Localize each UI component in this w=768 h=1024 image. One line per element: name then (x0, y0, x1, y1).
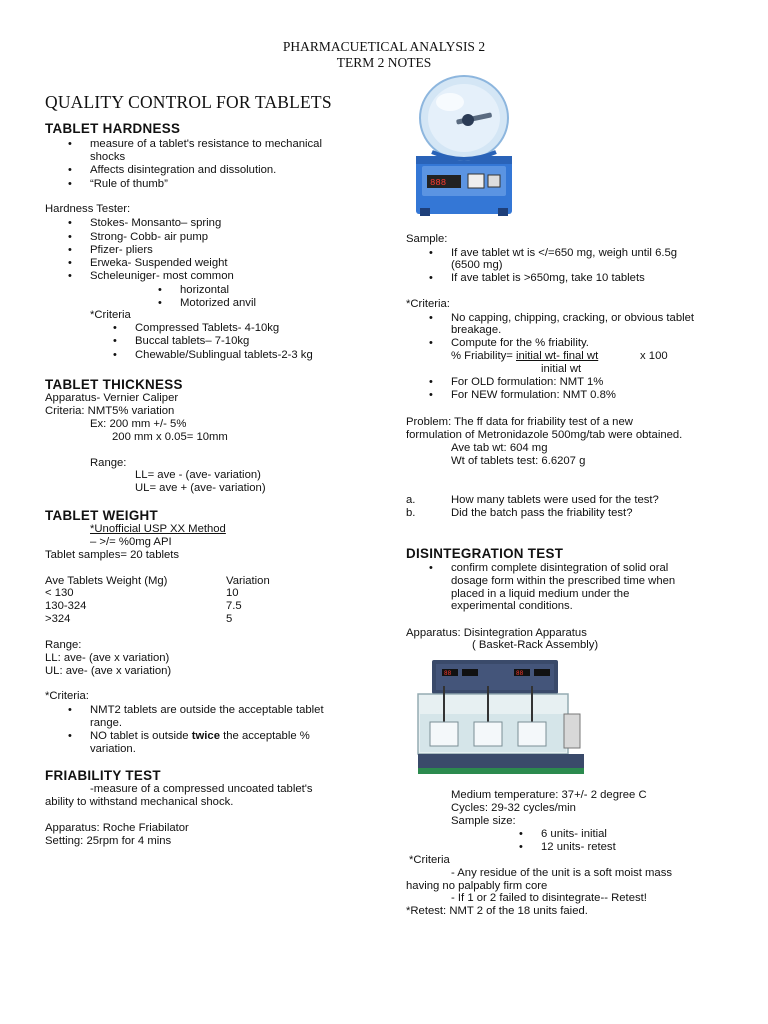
hardness-criteria-label: *Criteria (90, 309, 131, 321)
weight-criteria-item (90, 730, 310, 743)
formula-multiplier: x 100 (640, 350, 668, 362)
criteria-text: the acceptable % (220, 730, 310, 742)
bullet-icon: • (429, 337, 433, 349)
thickness-line: Apparatus- Vernier Caliper (45, 392, 179, 404)
hardness-bullet-cont: shocks (90, 151, 126, 163)
bullet-icon: • (68, 704, 72, 716)
bullet-icon: • (519, 841, 523, 853)
weight-ul: UL: ave- (ave x variation) (45, 665, 172, 677)
friability-criteria-item: For NEW formulation: NMT 0.8% (451, 389, 616, 401)
svg-text:88: 88 (444, 670, 452, 677)
friability-criteria-item: Compute for the % friability. (451, 337, 589, 349)
friability-criteria-item: For OLD formulation: NMT 1% (451, 376, 604, 388)
thickness-line: LL= ave - (ave- variation) (135, 469, 261, 481)
disintegration-heading: DISINTEGRATION TEST (406, 546, 564, 561)
friability-desc: -measure of a compressed uncoated tablet's (90, 783, 313, 795)
bullet-icon: • (429, 272, 433, 284)
bullet-icon: • (68, 178, 72, 190)
disintegration-apparatus: Apparatus: Disintegration Apparatus (406, 627, 587, 639)
weight-criteria-label: *Criteria: (45, 690, 89, 702)
friability-criteria-cont: breakage. (451, 324, 502, 336)
formula-label: % Friability= (451, 350, 516, 362)
friability-heading: FRIABILITY TEST (45, 768, 161, 783)
bullet-icon: • (429, 376, 433, 388)
bullet-icon: • (68, 217, 72, 229)
table-cell: < 130 (45, 587, 74, 599)
bullet-icon: • (158, 297, 162, 309)
disintegration-criteria: - If 1 or 2 failed to disintegrate-- Retest! (451, 892, 647, 904)
tester-item: Strong- Cobb- air pump (90, 231, 209, 243)
sample-label: Sample: (406, 233, 448, 245)
problem-ave: Ave tab wt: 604 mg (451, 442, 548, 454)
problem-text: Problem: The ff data for friability test of a new (406, 416, 633, 428)
weight-api: – >/= %0mg API (90, 536, 172, 548)
hardness-tester-label: Hardness Tester: (45, 203, 131, 215)
friability-desc: ability to withstand mechanical shock. (45, 796, 234, 808)
hardness-bullet: Affects disintegration and dissolution. (90, 164, 277, 176)
tester-item: Erweka- Suspended weight (90, 257, 228, 269)
bullet-icon: • (429, 247, 433, 259)
problem-wt: Wt of tablets test: 6.6207 g (451, 455, 586, 467)
disintegration-criteria: - Any residue of the unit is a soft moist mass (451, 867, 673, 879)
question-letter: b. (406, 507, 416, 519)
disintegration-bullet-cont: placed in a liquid medium under the (451, 588, 630, 600)
hardness-heading: TABLET HARDNESS (45, 121, 181, 136)
sample-size-item: 12 units- retest (541, 841, 616, 853)
disintegration-criteria-label: *Criteria (409, 854, 450, 866)
disintegration-cycles: Cycles: 29-32 cycles/min (451, 802, 576, 814)
disintegration-bullet: confirm complete disintegration of solid oral (451, 562, 669, 574)
sample-item: If ave tablet is >650mg, take 10 tablets (451, 272, 645, 284)
doc-header-line1: PHARMACUETICAL ANALYSIS 2 (282, 39, 486, 54)
disintegration-temp: Medium temperature: 37+/- 2 degree C (451, 789, 647, 801)
question-text: Did the batch pass the friability test? (451, 507, 633, 519)
bullet-icon: • (519, 828, 523, 840)
sample-item: If ave tablet wt is </=650 mg, weigh until 6.5g (451, 247, 678, 259)
table-header: Variation (226, 575, 270, 587)
weight-ll: LL: ave- (ave x variation) (45, 652, 170, 664)
bullet-icon: • (429, 389, 433, 401)
bullet-icon: • (113, 349, 117, 361)
criteria-emphasis: twice (191, 730, 220, 742)
friability-criteria-item: No capping, chipping, cracking, or obvious tablet (451, 312, 695, 324)
friabilator-image (412, 72, 516, 218)
table-cell: 5 (226, 613, 233, 625)
bullet-icon: • (113, 335, 117, 347)
bullet-icon: • (68, 244, 72, 256)
svg-text:888: 888 (430, 178, 447, 188)
thickness-line: Ex: 200 mm +/- 5% (90, 418, 187, 430)
disintegration-criteria-cont: having no palpably firm core (406, 880, 548, 892)
question-letter: a. (406, 494, 416, 506)
weight-criteria-cont: variation. (90, 743, 136, 755)
bullet-icon: • (429, 562, 433, 574)
bullet-icon: • (429, 312, 433, 324)
problem-text: formulation of Metronidazole 500mg/tab were obtained. (406, 429, 683, 441)
friability-formula (451, 350, 598, 363)
table-cell: 130-324 (45, 600, 87, 612)
hardness-criteria-item: Chewable/Sublingual tablets-2-3 kg (135, 349, 313, 361)
friability-criteria-label: *Criteria: (406, 298, 450, 310)
weight-range-label: Range: (45, 639, 82, 651)
question-text: How many tablets were used for the test? (451, 494, 659, 506)
weight-criteria-cont: range. (90, 717, 123, 729)
thickness-heading: TABLET THICKNESS (45, 377, 183, 392)
page-title: QUALITY CONTROL FOR TABLETS (45, 92, 332, 112)
formula-denominator: initial wt (541, 363, 582, 375)
tester-item: Pfizer- pliers (90, 244, 153, 256)
hardness-bullet: measure of a tablet's resistance to mechanical (90, 138, 322, 150)
tester-sub-item: horizontal (180, 284, 229, 296)
tester-item: Scheleuniger- most common (90, 270, 234, 282)
hardness-criteria-item: Buccal tablets– 7-10kg (135, 335, 250, 347)
bullet-icon: • (68, 231, 72, 243)
doc-header-line2: TERM 2 NOTES (336, 55, 432, 70)
thickness-line: Criteria: NMT5% variation (45, 405, 175, 417)
disintegration-assembly: ( Basket-Rack Assembly) (472, 639, 599, 651)
weight-heading: TABLET WEIGHT (45, 508, 158, 523)
disintegration-retest: *Retest: NMT 2 of the 18 units faied. (406, 905, 588, 917)
hardness-bullet: “Rule of thumb” (90, 178, 168, 190)
table-cell: 7.5 (226, 600, 242, 612)
weight-criteria-item: NMT2 tablets are outside the acceptable tablet (90, 704, 324, 716)
table-cell: 10 (226, 587, 239, 599)
tester-item: Stokes- Monsanto– spring (90, 217, 222, 229)
bullet-icon: • (68, 257, 72, 269)
disintegration-bullet-cont: dosage form within the prescribed time when (451, 575, 676, 587)
friability-apparatus: Apparatus: Roche Friabilator (45, 822, 189, 834)
bullet-icon: • (158, 284, 162, 296)
thickness-range-label: Range: (90, 457, 127, 469)
thickness-line: UL= ave + (ave- variation) (135, 482, 266, 494)
table-header: Ave Tablets Weight (Mg) (45, 575, 168, 587)
disintegration-sample: Sample size: (451, 815, 516, 827)
sample-size-item: 6 units- initial (541, 828, 607, 840)
bullet-icon: • (68, 730, 72, 742)
weight-method: *Unofficial USP XX Method (90, 523, 226, 535)
sample-item-cont: (6500 mg) (451, 259, 503, 271)
bullet-icon: • (68, 138, 72, 150)
thickness-line: 200 mm x 0.05= 10mm (112, 431, 228, 443)
table-cell: >324 (45, 613, 71, 625)
svg-text:88: 88 (516, 670, 524, 677)
bullet-icon: • (68, 164, 72, 176)
bullet-icon: • (113, 322, 117, 334)
bullet-icon: • (68, 270, 72, 282)
hardness-criteria-item: Compressed Tablets- 4-10kg (135, 322, 280, 334)
formula-numerator: initial wt- final wt (515, 350, 599, 362)
disintegration-apparatus-image (414, 656, 592, 780)
criteria-text: NO tablet is outside (90, 730, 192, 742)
tester-sub-item: Motorized anvil (180, 297, 256, 309)
disintegration-bullet-cont: experimental conditions. (451, 600, 573, 612)
weight-samples: Tablet samples= 20 tablets (45, 549, 180, 561)
friability-setting: Setting: 25rpm for 4 mins (45, 835, 172, 847)
